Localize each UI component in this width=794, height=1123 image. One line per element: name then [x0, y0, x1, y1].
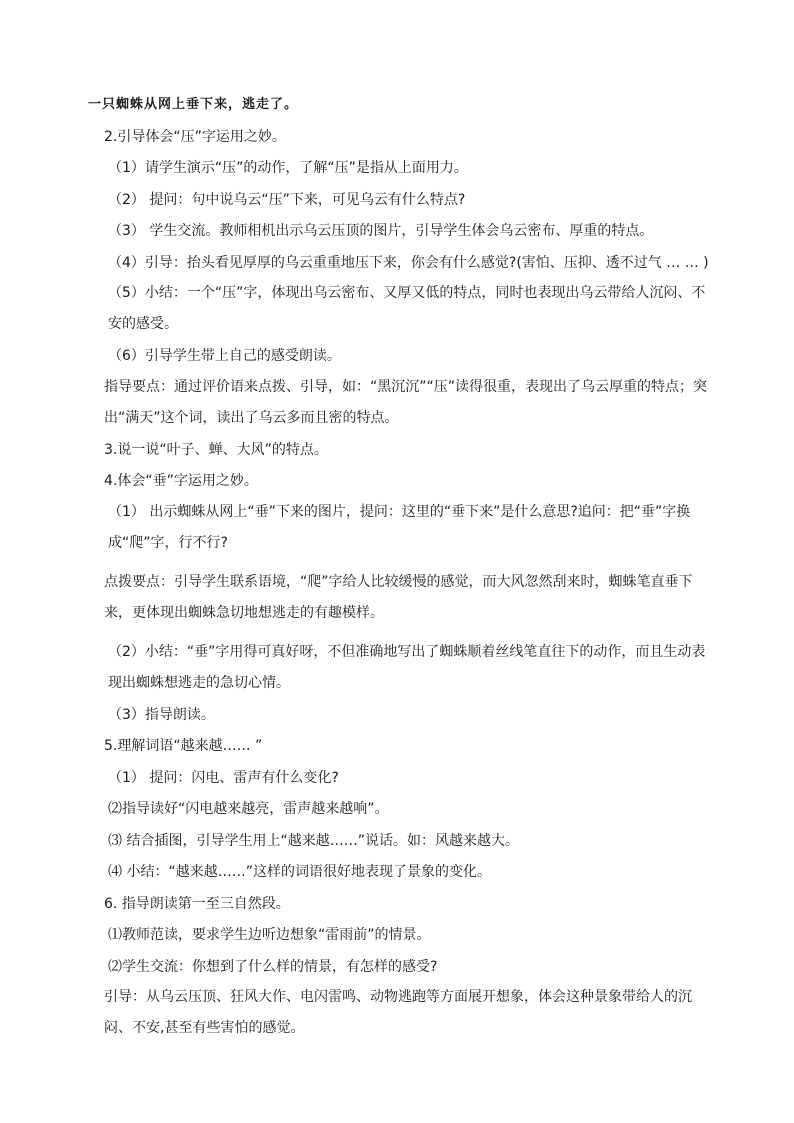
- text-line-8: （6）引导学生带上自己的感受朗读。: [108, 348, 341, 364]
- text-line-10: 3.说一说“叶子、蝉、大风”的特点。: [104, 441, 328, 458]
- text-line-16: 5.理解词语“越来越…… ”: [104, 738, 263, 754]
- text-line-21: 6. 指导朗读第一至三自然段。: [104, 895, 290, 912]
- text-line-4: （2） 提问：句中说乌云“压”下来，可见乌云有什么特点?: [108, 191, 466, 208]
- text-line-23: ⑵学生交流：你想到了什么样的情景，有怎样的感受?: [108, 958, 438, 975]
- text-line-22: ⑴教师范读，要求学生边听边想象“雷雨前”的情景。: [108, 927, 431, 943]
- text-line-17: （1） 提问：闪电、雷声有什么变化?: [108, 769, 339, 786]
- text-line-18: ⑵指导读好“闪电越来越亮，雷声越来越响”。: [108, 801, 389, 817]
- text-paragraph-14: （2）小结：“垂”字用得可真好呀，不但准确地写出了蜘蛛顺着丝线笔直往下的动作，而且生动表现出蜘蛛想逃走的急切心情。: [108, 643, 706, 691]
- text-line-19: ⑶ 结合插图，引导学生用上“越来越……”说话。如：风越来越大。: [108, 832, 519, 849]
- text-line-6: （4）引导：抬头看见厚厚的乌云重重地压下来，你会有什么感觉?(害怕、压抑、透不过气 … … ): [108, 254, 709, 271]
- text-line-5: （3） 学生交流。教师相机出示乌云压顶的图片，引导学生体会乌云密布、厚重的特点。: [108, 223, 654, 239]
- text-line-1: 一只蜘蛛从网上垂下来，逃走了。: [88, 97, 299, 112]
- text-line-20: ⑷ 小结：“越来越……”这样的词语很好地表现了景象的变化。: [108, 864, 491, 880]
- text-paragraph-9: 指导要点：通过评价语来点拨、引导，如：“黑沉沉”“压”读得很重，表现出了乌云厚重的特点；突出“满天”这个词，读出了乌云多而且密的特点。: [104, 378, 708, 426]
- text-paragraph-24: 引导：从乌云压顶、狂风大作、电闪雷鸣、动物逃跑等方面展开想象，体会这种景象带给人的沉闷、不安,甚至有些害怕的感觉。: [104, 989, 692, 1036]
- text-line-15: （3）指导朗读。: [108, 706, 215, 723]
- text-paragraph-12: （1） 出示蜘蛛从网上“垂”下来的图片，提问：这里的“垂下来”是什么意思?追问：把“垂”字换成“爬”字，行不行?: [108, 503, 691, 551]
- text-paragraph-13: 点拨要点：引导学生联系语境，“爬”字给人比较缓慢的感觉，而大风忽然刮来时，蜘蛛笔直垂下来，更体现出蜘蛛急切地想逃走的有趣模样。: [104, 573, 693, 621]
- text-line-2: 2.引导体会“压”字运用之妙。: [104, 128, 286, 145]
- text-line-11: 4.体会“垂”字运用之妙。: [104, 473, 258, 489]
- text-line-3: （1）请学生演示“压”的动作，了解“压”是指从上面用力。: [108, 160, 468, 176]
- text-paragraph-7: （5）小结：一个“压”字，体现出乌云密布、又厚又低的特点，同时也表现出乌云带给人沉闷、不安的感受。: [108, 285, 706, 332]
